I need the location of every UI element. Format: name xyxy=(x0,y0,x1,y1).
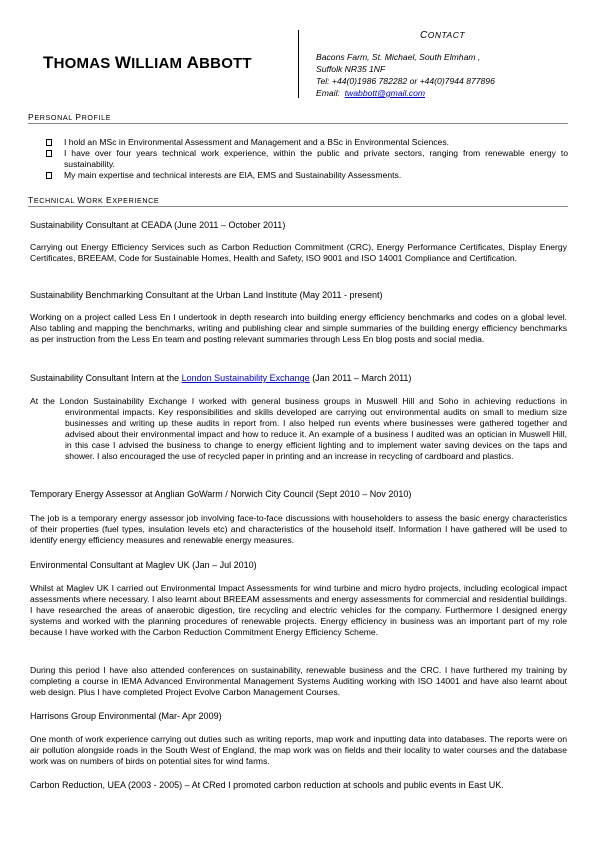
checkbox-bullet-icon xyxy=(46,150,52,157)
job-description: Whilst at Maglev UK I carried out Environmental Impact Assessments for wind turbine and micro hydro projects, including ecological impact assessments where necessary. I also learnt about BREEAM assessments and energy assessments for commercial and residential buildings. I have researched the areas of anaerobic digestion, tire recycling and electric vehicles for the company. Furthermore I designed energy systems and worked with the planning procedures of renewable projects. Energy efficiency in business was an important part of my role because I have worked with the Carbon Reduction Commitment Energy Efficiency Scheme. xyxy=(30,583,567,637)
list-item: My main expertise and technical interests are EIA, EMS and Sustainability Assessments. xyxy=(40,170,568,181)
checkbox-bullet-icon xyxy=(46,139,52,146)
job-title: Carbon Reduction, UEA (2003 - 2005) – At CRed I promoted carbon reduction at schools and public events in East UK. xyxy=(30,780,504,790)
telephone: Tel: +44(0)1986 782282 or +44(0)7944 877896 xyxy=(316,76,495,86)
job-title: Sustainability Benchmarking Consultant at the Urban Land Institute (May 2011 - present) xyxy=(30,290,383,300)
checkbox-bullet-icon xyxy=(46,172,52,179)
job-title: Sustainability Consultant at CEADA (June 2011 – October 2011) xyxy=(30,220,286,230)
address-line-1: Bacons Farm, St. Michael, South Elmham , xyxy=(316,52,481,62)
header-divider xyxy=(298,30,299,98)
email-link[interactable]: twabbott@gmail.com xyxy=(344,88,426,98)
job-description: Carrying out Energy Efficiency Services such as Carbon Reduction Commitment (CRC), Energy Performance Certificates, Display Energy Certificates, BREEAM, Code for Sustainable Homes, Health and Safety, ISO 9001 and ISO 14001 Compliance and Certification. xyxy=(30,242,567,263)
job-title: Temporary Energy Assessor at Anglian GoWarm / Norwich City Council (Sept 2010 – Nov 2010) xyxy=(30,489,412,499)
job-title: Environmental Consultant at Maglev UK (Jan – Jul 2010) xyxy=(30,560,257,570)
job-description: One month of work experience carrying out duties such as writing reports, map work and inputting data into databases. The reports were on air pollution alongside roads in the South West of England, the map work was on fields and their locality to water courses and the database work was on numbers of birds on potential sites for wind farms. xyxy=(30,734,567,766)
address-line-2: Suffolk NR35 1NF xyxy=(316,64,386,74)
job-description: At the London Sustainability Exchange I worked with general business groups in Muswell Hill and Soho in achieving reductions in environmental impacts. Key responsibilities and skills developed are carrying out environmental audits on small to medium size businesses and writing up these audits in report from. I also helped run events where businesses were gathered together and advised about their environmental impact and how to reduce it. An example of a business I audited was an optician in Muswell Hill, in this case I advised the business to change to energy efficient lighting and to implement water saving devices on the taps and shower. I also encouraged the use of recycled paper in printing and an increase in recycling of cardboard and plastics. xyxy=(30,396,567,461)
list-item: I have over four years technical work experience, within the public and private sectors, ranging from renewable energy to sustainability. xyxy=(40,148,568,170)
job-description: Working on a project called Less En I undertook in depth research into building energy efficiency benchmarks and codes on a global level. Also tabling and mapping the benchmarks, writing and publishing clear and simple summaries of the building energy efficiency benchmarks as per instruction from the Less En team and posting relevant summaries through Less En blog posts and social media. xyxy=(30,312,567,344)
job-title: Sustainability Consultant Intern at the London Sustainability Exchange (Jan 2011 – March 2011) xyxy=(30,373,412,383)
job-title: Harrisons Group Environmental (Mar- Apr 2009) xyxy=(30,711,222,721)
email-line xyxy=(316,87,495,99)
section-heading-personal-profile: PERSONAL PROFILE xyxy=(28,112,568,124)
candidate-name: THOMAS WILLIAM ABBOTT xyxy=(43,53,252,72)
profile-list xyxy=(40,137,568,181)
contact-details xyxy=(316,51,495,99)
job-description: The job is a temporary energy assessor job involving face-to-face discussions with householders to assess the basic energy characteristics of their properties (fuel types, insulation levels etc) and characteristics of the household itself. Information I have gathered will be used to identify energy efficiency measures and renewable energy measures. xyxy=(30,513,567,545)
london-sustainability-exchange-link[interactable]: London Sustainability Exchange xyxy=(181,373,310,383)
contact-heading: CONTACT xyxy=(420,30,466,41)
job-description-continued: During this period I have also attended conferences on sustainability, renewable business and the CRC. I have furthered my training by completing a course in IEMA Advanced Environmental Management Systems Auditing working with ISO 14001 and have also learnt about web design. Plus I have completed Project Evolve Carbon Management Courses. xyxy=(30,665,567,697)
list-item: I hold an MSc in Environmental Assessment and Management and a BSc in Environmental Sciences. xyxy=(40,137,568,148)
section-heading-technical-experience: TECHNICAL WORK EXPERIENCE xyxy=(28,195,568,207)
email-label: Email: xyxy=(316,88,340,98)
